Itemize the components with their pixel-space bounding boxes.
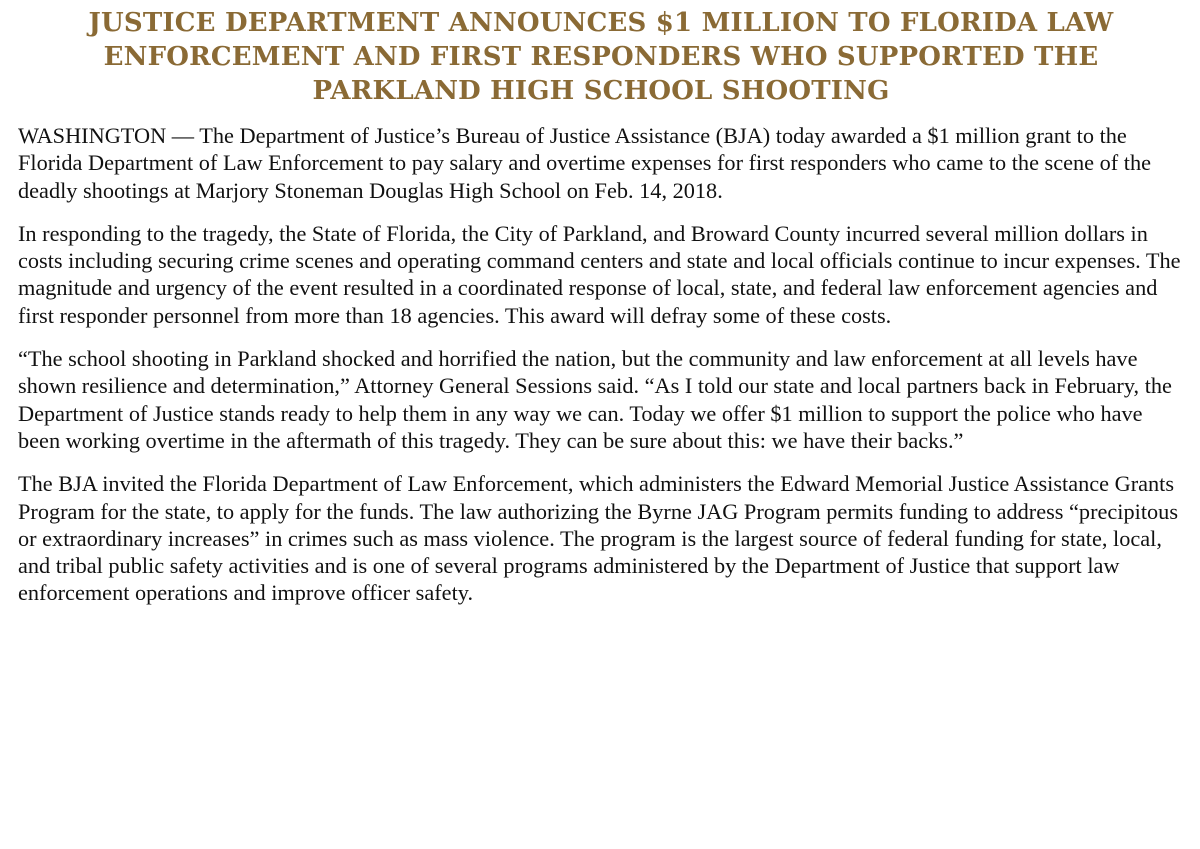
- press-release-body: [18, 122, 1184, 607]
- paragraph-costs: In responding to the tragedy, the State of Florida, the City of Parkland, and Broward County incurred several million dollars in costs including securing crime scenes and operating command centers and state and local officials continue to incur expenses. The magnitude and urgency of the event resulted in a coordinated response of local, state, and federal law enforcement agencies and first responder personnel from more than 18 agencies. This award will defray some of these costs.: [18, 220, 1181, 328]
- paragraph-ag-quote: “The school shooting in Parkland shocked and horrified the nation, but the community and law enforcement at all levels have shown resilience and determination,” Attorney General Sessions said. “As I told our state and local partners back in February, the Department of Justice stands ready to help them in any way we can. Today we offer $1 million to support the police who have been working overtime in the aftermath of this tragedy. They can be sure about this: we have their backs.”: [18, 346, 1172, 453]
- paragraph-bja-program: The BJA invited the Florida Department of Law Enforcement, which administers the Edward Memorial Justice Assistance Grants Program for the state, to apply for the funds. The law authorizing the Byrne JAG Program permits funding to address “precipitous or extraordinary increases” in crimes such as mass violence. The program is the largest source of federal funding for state, local, and tribal public safety activities and is one of several programs administered by the Department of Justice that support law enforcement operations and improve officer safety.: [18, 471, 1179, 606]
- press-release-headline: JUSTICE DEPARTMENT ANNOUNCES $1 MILLION TO FLORIDA LAW ENFORCEMENT AND FIRST RESPONDERS WHO SUPPORTED THE PARKLAND HIGH SCHOOL SHOOTING: [88, 8, 1114, 106]
- paragraph-washington-lede: WASHINGTON — The Department of Justice’s Bureau of Justice Assistance (BJA) today awarded a $1 million grant to the Florida Department of Law Enforcement to pay salary and overtime expenses for first responders who came to the scene of the deadly shootings at Marjory Stoneman Douglas High School on Feb. 14, 2018.: [18, 123, 1152, 203]
